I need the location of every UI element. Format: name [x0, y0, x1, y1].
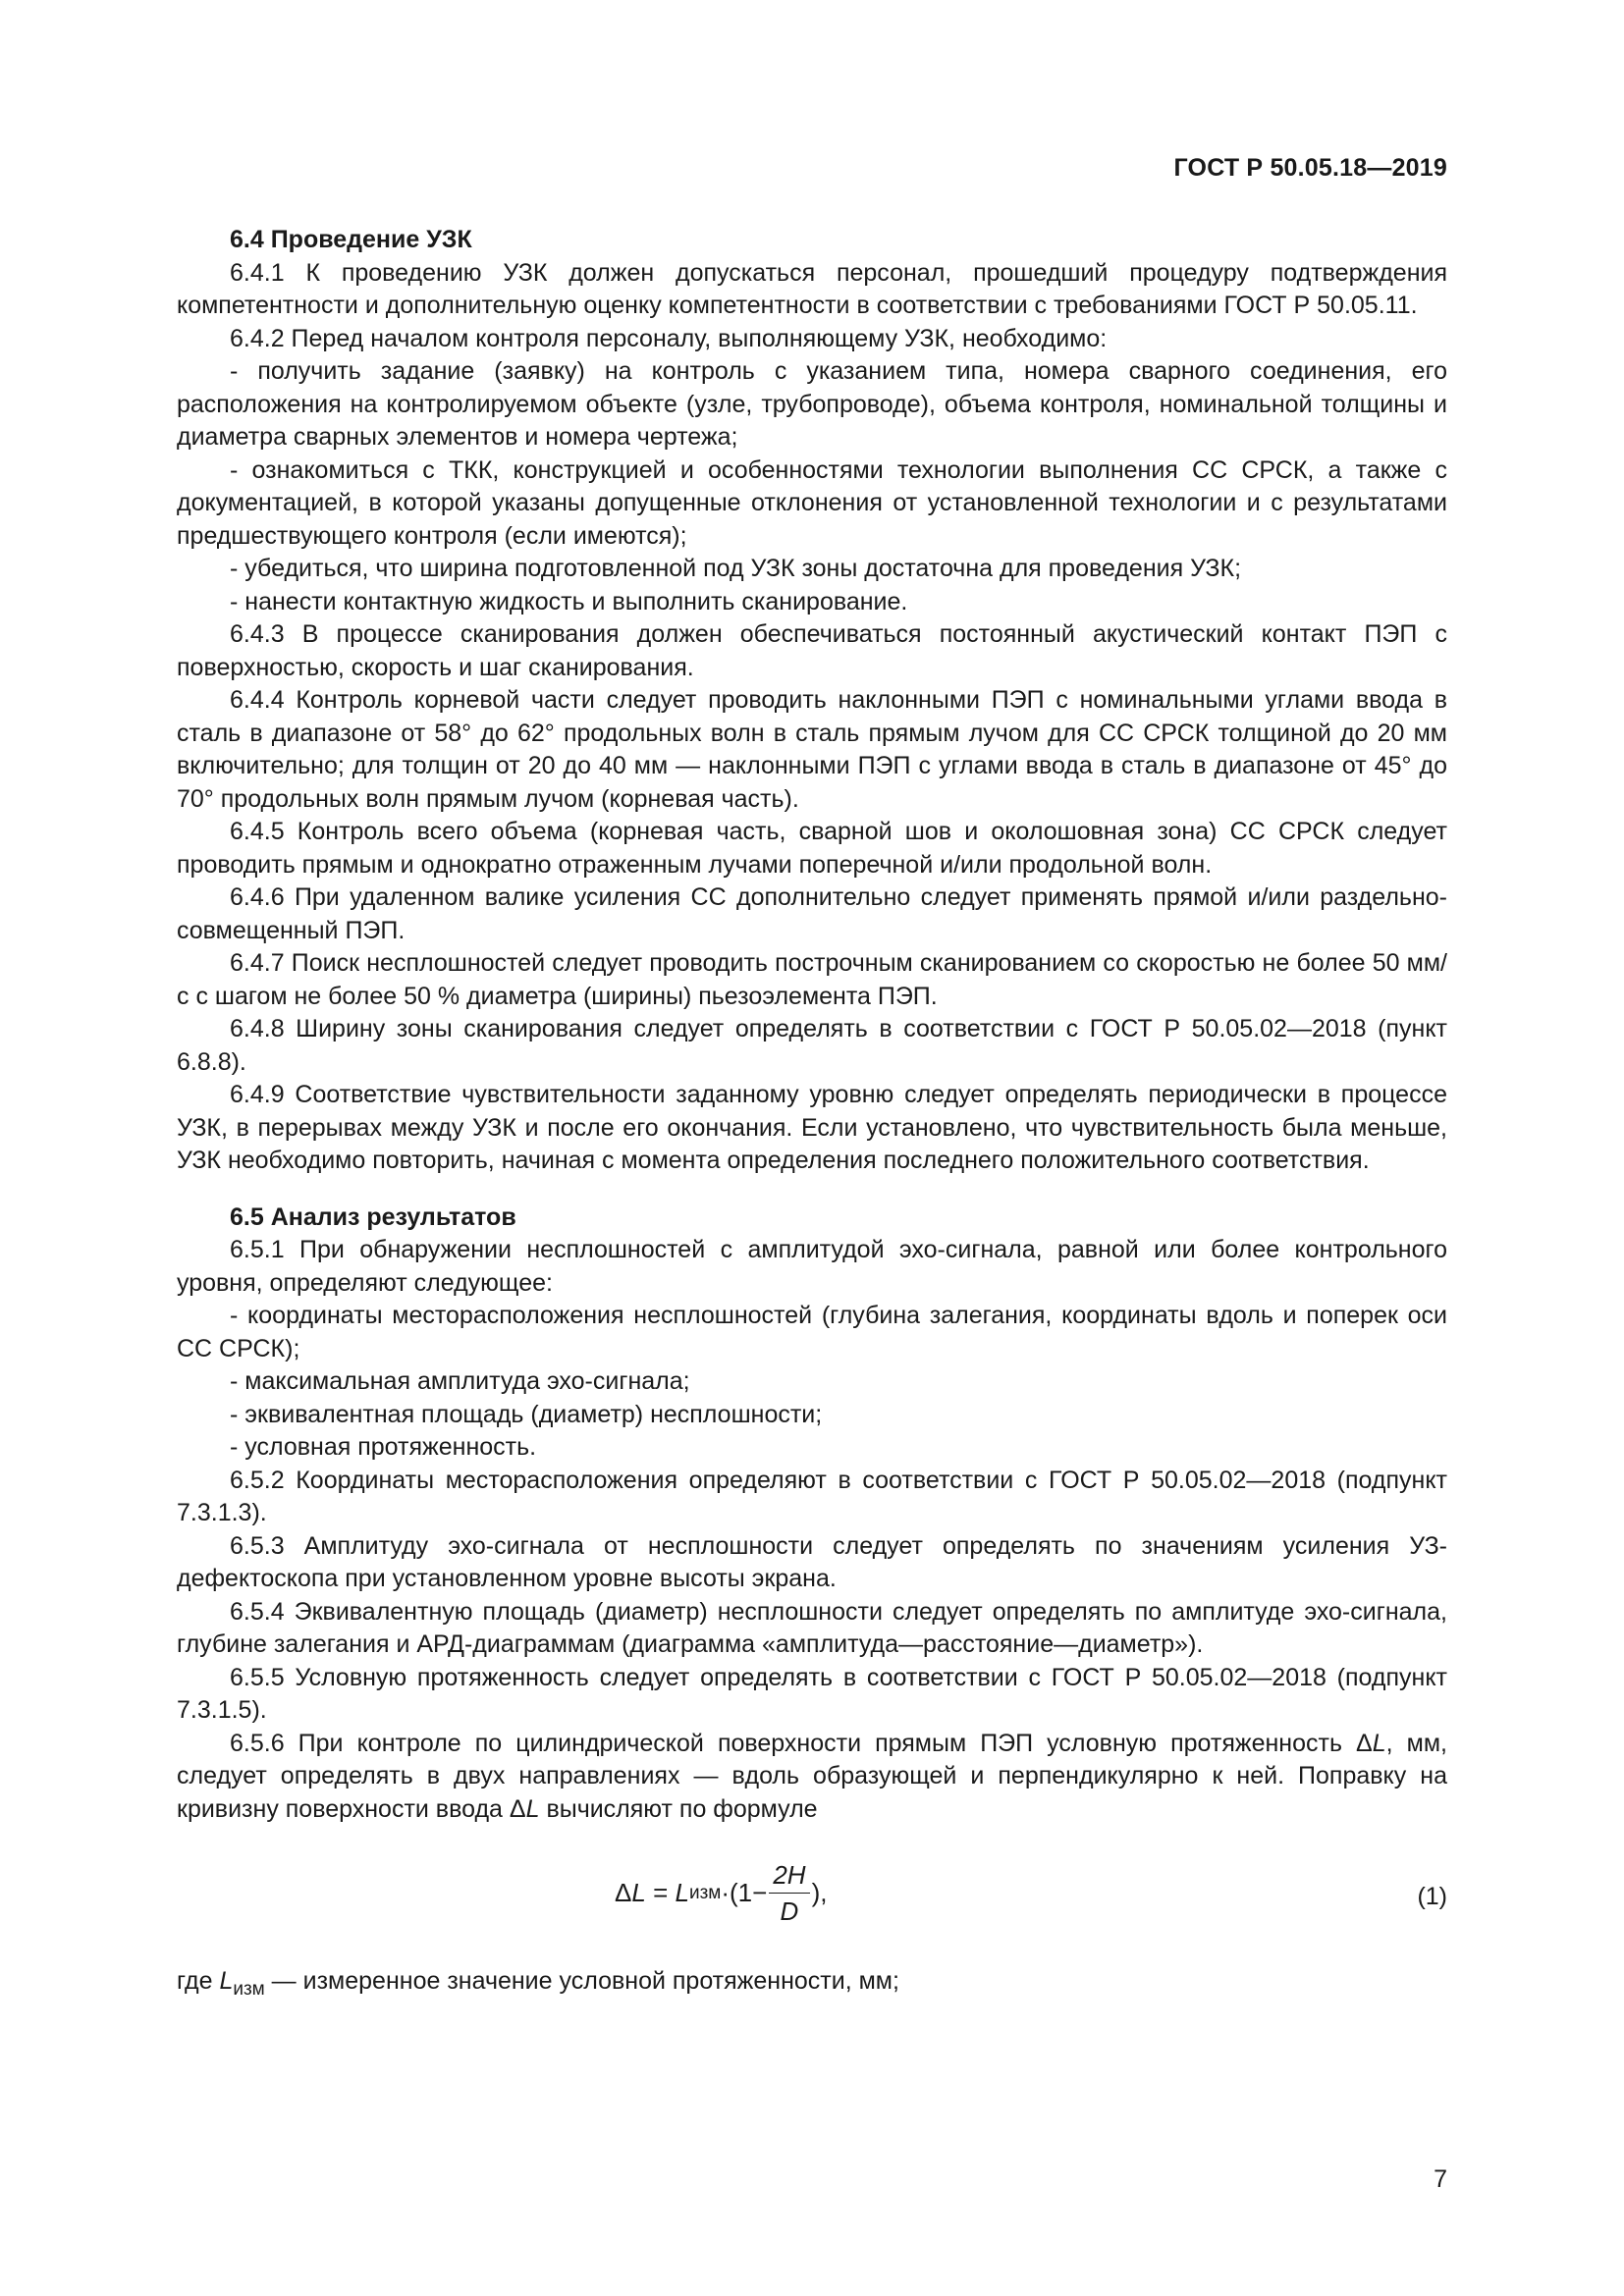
- paragraph-6-4-9: 6.4.9 Соответствие чувствительности заданному уровню следует определять периодически в процессе УЗК, в перерывах между УЗК и после его окончания. Если установлено, что чувствительность была меньше, УЗК необходимо повторить, начиная с момента определения последнего положительного соответствия.: [177, 1081, 1447, 1174]
- paragraph-6-4-4: 6.4.4 Контроль корневой части следует проводить наклонными ПЭП с номинальными углами ввода в сталь в диапазоне от 58° до 62° продольных волн в сталь прямым лучом для СС СРСК толщиной до 20 мм включительно; для толщин от 20 до 40 мм — наклонными ПЭП с углами ввода в сталь в диапазоне от 45° до 70° продольных волн прямым лучом (корневая часть).: [177, 686, 1447, 813]
- section-heading-6-4: 6.4 Проведение УЗК: [230, 226, 472, 253]
- paragraph-6-5-3: 6.5.3 Амплитуду эхо-сигнала от несплошности следует определять по значениям усиления УЗ-дефектоскопа при установленном уровне высоты экрана.: [177, 1531, 1447, 1592]
- paragraph-6-4-8: 6.4.8 Ширину зоны сканирования следует определять в соответствии с ГОСТ Р 50.05.02—2018 (пункт 6.8.8).: [177, 1015, 1447, 1076]
- paragraph-6-5-6: 6.5.6 При контроле по цилиндрической поверхности прямым ПЭП условную протяженность ΔL, мм, следует определять в двух направлениях — вдоль образующей и перпендикулярно к ней. Поправку на кривизну поверхности ввода ΔL вычисляют по формуле: [177, 1729, 1447, 1823]
- paragraph-6-4-5: 6.4.5 Контроль всего объема (корневая часть, сварной шов и околошовная зона) СС СРСК следует проводить прямым и однократно отраженным лучами поперечной и/или продольной волн.: [177, 818, 1447, 879]
- paragraph-6-5-2: 6.5.2 Координаты месторасположения определяют в соответствии с ГОСТ Р 50.05.02—2018 (подпункт 7.3.1.3).: [177, 1466, 1447, 1526]
- formula-1: [177, 1853, 1447, 1944]
- formula-number: (1): [1417, 1883, 1447, 1910]
- paragraph-6-5-5: 6.5.5 Условную протяженность следует определять в соответствии с ГОСТ Р 50.05.02—2018 (подпункт 7.3.1.5).: [177, 1663, 1447, 1724]
- list-item: - условная протяженность.: [230, 1433, 537, 1461]
- list-item: - убедиться, что ширина подготовленной под УЗК зоны достаточна для проведения УЗК;: [230, 555, 1242, 582]
- section-heading-6-5: 6.5 Анализ результатов: [230, 1202, 516, 1231]
- paragraph-6-4-6: 6.4.6 При удаленном валике усиления СС дополнительно следует применять прямой и/или раздельно-совмещенный ПЭП.: [177, 883, 1447, 944]
- document-body: [177, 224, 1447, 2006]
- document-header: ГОСТ Р 50.05.18—2019: [1173, 154, 1447, 182]
- list-item: - получить задание (заявку) на контроль с указанием типа, номера сварного соединения, его расположения на контролируемом объекте (узле, трубопроводе), объема контроля, номинальной толщины и диаметра сварных элементов и номера чертежа;: [177, 357, 1447, 451]
- formula-body: Δ L = L изм ·(1− $\frac{2H}{D}$ ),: [615, 1860, 828, 1926]
- paragraph-6-5-4: 6.5.4 Эквивалентную площадь (диаметр) несплошности следует определять по амплитуде эхо-сигнала, глубине залегания и АРД-диаграммам (диаграмма «амплитуда—расстояние—диаметр»).: [177, 1597, 1447, 1658]
- formula-fraction: $\frac{2H}{D}$: [769, 1859, 809, 1927]
- page-number: 7: [1434, 2165, 1447, 2193]
- list-item: - координаты месторасположения несплошностей (глубина залегания, координаты вдоль и поперек оси СС СРСК);: [177, 1302, 1447, 1362]
- list-item: - эквивалентная площадь (диаметр) несплошности;: [230, 1400, 823, 1428]
- formula-explanation: где $L_{изм}$ — измеренное значение условной протяженности, мм;: [177, 1967, 899, 2000]
- paragraph-6-5-1: 6.5.1 При обнаружении несплошностей с амплитудой эхо-сигнала, равной или более контрольного уровня, определяют следующее:: [177, 1236, 1447, 1297]
- paragraph-6-4-2: 6.4.2 Перед началом контроля персоналу, выполняющему УЗК, необходимо:: [230, 324, 1108, 352]
- list-item: - нанести контактную жидкость и выполнить сканирование.: [230, 587, 908, 615]
- list-item: - ознакомиться с ТКК, конструкцией и особенностями технологии выполнения СС СРСК, а также с документацией, в которой указаны допущенные отклонения от установленной технологии и с результатами предшествующего контроля (если имеются);: [177, 455, 1447, 550]
- paragraph-6-4-7: 6.4.7 Поиск несплошностей следует проводить построчным сканированием со скоростью не более 50 мм/с с шагом не более 50 % диаметра (ширины) пьезоэлемента ПЭП.: [177, 949, 1447, 1010]
- paragraph-6-4-3: 6.4.3 В процессе сканирования должен обеспечиваться постоянный акустический контакт ПЭП с поверхностью, скорость и шаг сканирования.: [177, 620, 1447, 681]
- list-item: - максимальная амплитуда эхо-сигнала;: [230, 1367, 690, 1395]
- paragraph-6-4-1: 6.4.1 К проведению УЗК должен допускаться персонал, прошедший процедуру подтверждения компетентности и дополнительную оценку компетентности в соответствии с требованиями ГОСТ Р 50.05.11.: [177, 258, 1447, 319]
